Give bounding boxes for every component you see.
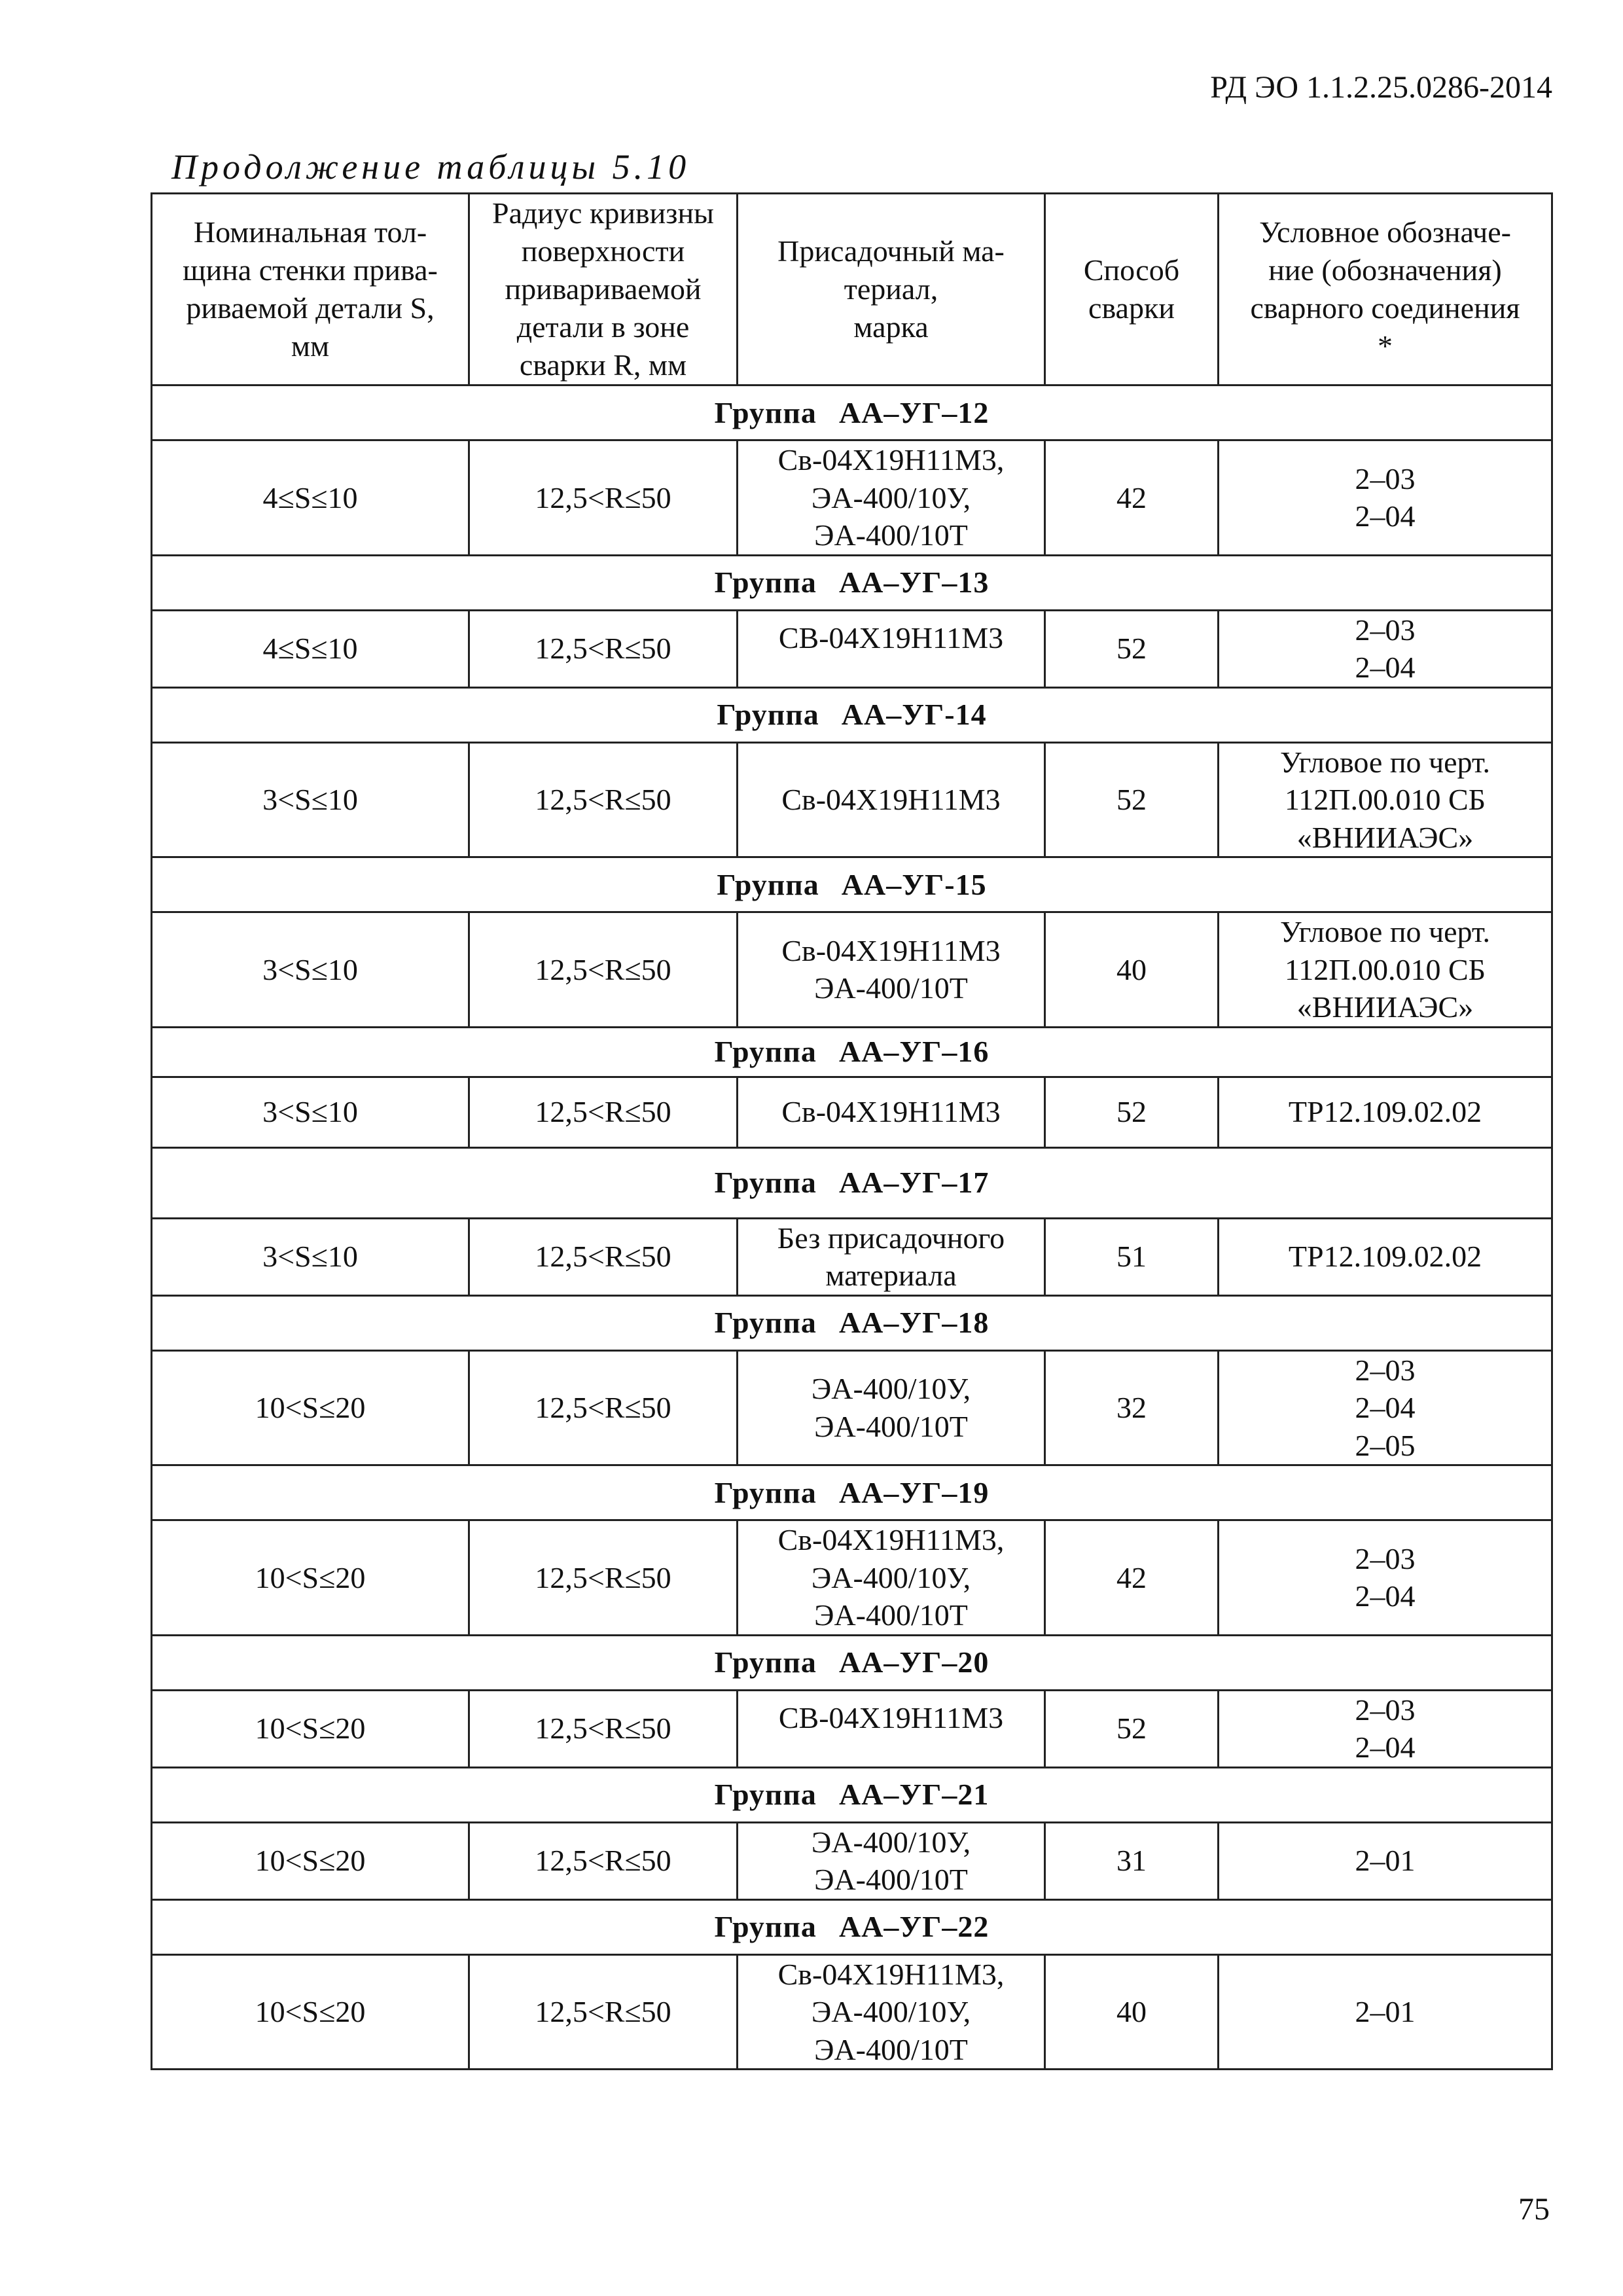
header-row bbox=[152, 194, 1552, 386]
group-label: Группа АА–УГ-15 bbox=[152, 857, 1552, 912]
cell-thickness: 4≤S≤10 bbox=[152, 440, 469, 556]
group-label: Группа АА–УГ–16 bbox=[152, 1027, 1552, 1077]
table-caption: Продолжение таблицы 5.10 bbox=[171, 147, 690, 187]
page-number: 75 bbox=[1518, 2192, 1550, 2227]
cell-designation: ТР12.109.02.02 bbox=[1219, 1218, 1552, 1295]
cell-thickness: 3<S≤10 bbox=[152, 1077, 469, 1147]
group-row bbox=[152, 1767, 1552, 1822]
header-filler-material: Присадочный ма- териал, марка bbox=[738, 194, 1045, 386]
group-label: Группа АА–УГ–18 bbox=[152, 1295, 1552, 1350]
cell-method: 51 bbox=[1045, 1218, 1219, 1295]
cell-material: СВ-04Х19Н11М3 bbox=[738, 1690, 1045, 1767]
cell-thickness: 10<S≤20 bbox=[152, 1822, 469, 1899]
cell-designation: 2–03 2–04 bbox=[1219, 440, 1552, 556]
cell-method: 52 bbox=[1045, 610, 1219, 687]
cell-radius: 12,5<R≤50 bbox=[469, 1218, 738, 1295]
table-row bbox=[152, 1520, 1552, 1636]
group-label: Группа АА–УГ-14 bbox=[152, 687, 1552, 742]
cell-radius: 12,5<R≤50 bbox=[469, 1520, 738, 1636]
cell-designation: 2–03 2–04 2–05 bbox=[1219, 1350, 1552, 1465]
table-row bbox=[152, 1690, 1552, 1767]
cell-method: 52 bbox=[1045, 1690, 1219, 1767]
cell-thickness: 4≤S≤10 bbox=[152, 610, 469, 687]
table-row bbox=[152, 742, 1552, 857]
table-row bbox=[152, 1954, 1552, 2070]
cell-thickness: 10<S≤20 bbox=[152, 1520, 469, 1636]
cell-designation: Угловое по черт. 112П.00.010 СБ «ВНИИАЭС» bbox=[1219, 912, 1552, 1028]
cell-radius: 12,5<R≤50 bbox=[469, 440, 738, 556]
group-label: Группа АА–УГ–20 bbox=[152, 1635, 1552, 1690]
group-label: Группа АА–УГ–13 bbox=[152, 555, 1552, 610]
cell-thickness: 10<S≤20 bbox=[152, 1954, 469, 2070]
cell-method: 32 bbox=[1045, 1350, 1219, 1465]
cell-material: Св-04Х19Н11М3, ЭА-400/10У, ЭА-400/10Т bbox=[738, 1954, 1045, 2070]
table-row bbox=[152, 1350, 1552, 1465]
cell-designation: 2–01 bbox=[1219, 1954, 1552, 2070]
cell-radius: 12,5<R≤50 bbox=[469, 1954, 738, 2070]
cell-designation: 2–03 2–04 bbox=[1219, 1690, 1552, 1767]
cell-designation: ТР12.109.02.02 bbox=[1219, 1077, 1552, 1147]
cell-material: ЭА-400/10У, ЭА-400/10Т bbox=[738, 1822, 1045, 1899]
header-thickness: Номинальная тол- щина стенки прива- риваемой детали S, мм bbox=[152, 194, 469, 386]
table-row bbox=[152, 1077, 1552, 1147]
group-row bbox=[152, 1465, 1552, 1520]
cell-radius: 12,5<R≤50 bbox=[469, 610, 738, 687]
group-label: Группа АА–УГ–19 bbox=[152, 1465, 1552, 1520]
table-row bbox=[152, 440, 1552, 556]
document-code: РД ЭО 1.1.2.25.0286-2014 bbox=[1210, 70, 1552, 105]
table-row bbox=[152, 1218, 1552, 1295]
header-designation: Условное обозначе- ние (обозначения) сварного соединения * bbox=[1219, 194, 1552, 386]
group-row bbox=[152, 386, 1552, 440]
group-label: Группа АА–УГ–22 bbox=[152, 1899, 1552, 1954]
cell-designation: 2–03 2–04 bbox=[1219, 1520, 1552, 1636]
cell-method: 52 bbox=[1045, 1077, 1219, 1147]
table-row bbox=[152, 912, 1552, 1028]
cell-material: Св-04Х19Н11М3 bbox=[738, 1077, 1045, 1147]
cell-thickness: 3<S≤10 bbox=[152, 742, 469, 857]
cell-thickness: 3<S≤10 bbox=[152, 912, 469, 1028]
cell-radius: 12,5<R≤50 bbox=[469, 1690, 738, 1767]
cell-material: ЭА-400/10У, ЭА-400/10Т bbox=[738, 1350, 1045, 1465]
cell-method: 52 bbox=[1045, 742, 1219, 857]
cell-method: 40 bbox=[1045, 1954, 1219, 2070]
cell-thickness: 3<S≤10 bbox=[152, 1218, 469, 1295]
cell-method: 42 bbox=[1045, 440, 1219, 556]
cell-method: 31 bbox=[1045, 1822, 1219, 1899]
group-label: Группа АА–УГ–21 bbox=[152, 1767, 1552, 1822]
group-row bbox=[152, 857, 1552, 912]
cell-thickness: 10<S≤20 bbox=[152, 1350, 469, 1465]
cell-radius: 12,5<R≤50 bbox=[469, 1077, 738, 1147]
group-row bbox=[152, 1147, 1552, 1218]
cell-material: Без присадочного материала bbox=[738, 1218, 1045, 1295]
cell-thickness: 10<S≤20 bbox=[152, 1690, 469, 1767]
cell-material: СВ-04Х19Н11М3 bbox=[738, 610, 1045, 687]
cell-radius: 12,5<R≤50 bbox=[469, 742, 738, 857]
cell-material: Св-04Х19Н11М3 ЭА-400/10Т bbox=[738, 912, 1045, 1028]
cell-designation: 2–01 bbox=[1219, 1822, 1552, 1899]
group-row bbox=[152, 687, 1552, 742]
cell-material: Св-04Х19Н11М3, ЭА-400/10У, ЭА-400/10Т bbox=[738, 1520, 1045, 1636]
table-row bbox=[152, 610, 1552, 687]
header-welding-method: Способ сварки bbox=[1045, 194, 1219, 386]
group-row bbox=[152, 1295, 1552, 1350]
group-row bbox=[152, 555, 1552, 610]
group-row bbox=[152, 1899, 1552, 1954]
cell-radius: 12,5<R≤50 bbox=[469, 912, 738, 1028]
group-label: Группа АА–УГ–12 bbox=[152, 386, 1552, 440]
table-row bbox=[152, 1822, 1552, 1899]
cell-material: Св-04Х19Н11М3, ЭА-400/10У, ЭА-400/10Т bbox=[738, 440, 1045, 556]
cell-designation: 2–03 2–04 bbox=[1219, 610, 1552, 687]
cell-designation: Угловое по черт. 112П.00.010 СБ «ВНИИАЭС» bbox=[1219, 742, 1552, 857]
group-label: Группа АА–УГ–17 bbox=[152, 1147, 1552, 1218]
cell-method: 42 bbox=[1045, 1520, 1219, 1636]
group-row bbox=[152, 1027, 1552, 1077]
cell-radius: 12,5<R≤50 bbox=[469, 1350, 738, 1465]
header-radius: Радиус кривизны поверхности привариваемой детали в зоне сварки R, мм bbox=[469, 194, 738, 386]
welding-table bbox=[151, 192, 1553, 2070]
cell-radius: 12,5<R≤50 bbox=[469, 1822, 738, 1899]
cell-material: Св-04Х19Н11М3 bbox=[738, 742, 1045, 857]
group-row bbox=[152, 1635, 1552, 1690]
cell-method: 40 bbox=[1045, 912, 1219, 1028]
